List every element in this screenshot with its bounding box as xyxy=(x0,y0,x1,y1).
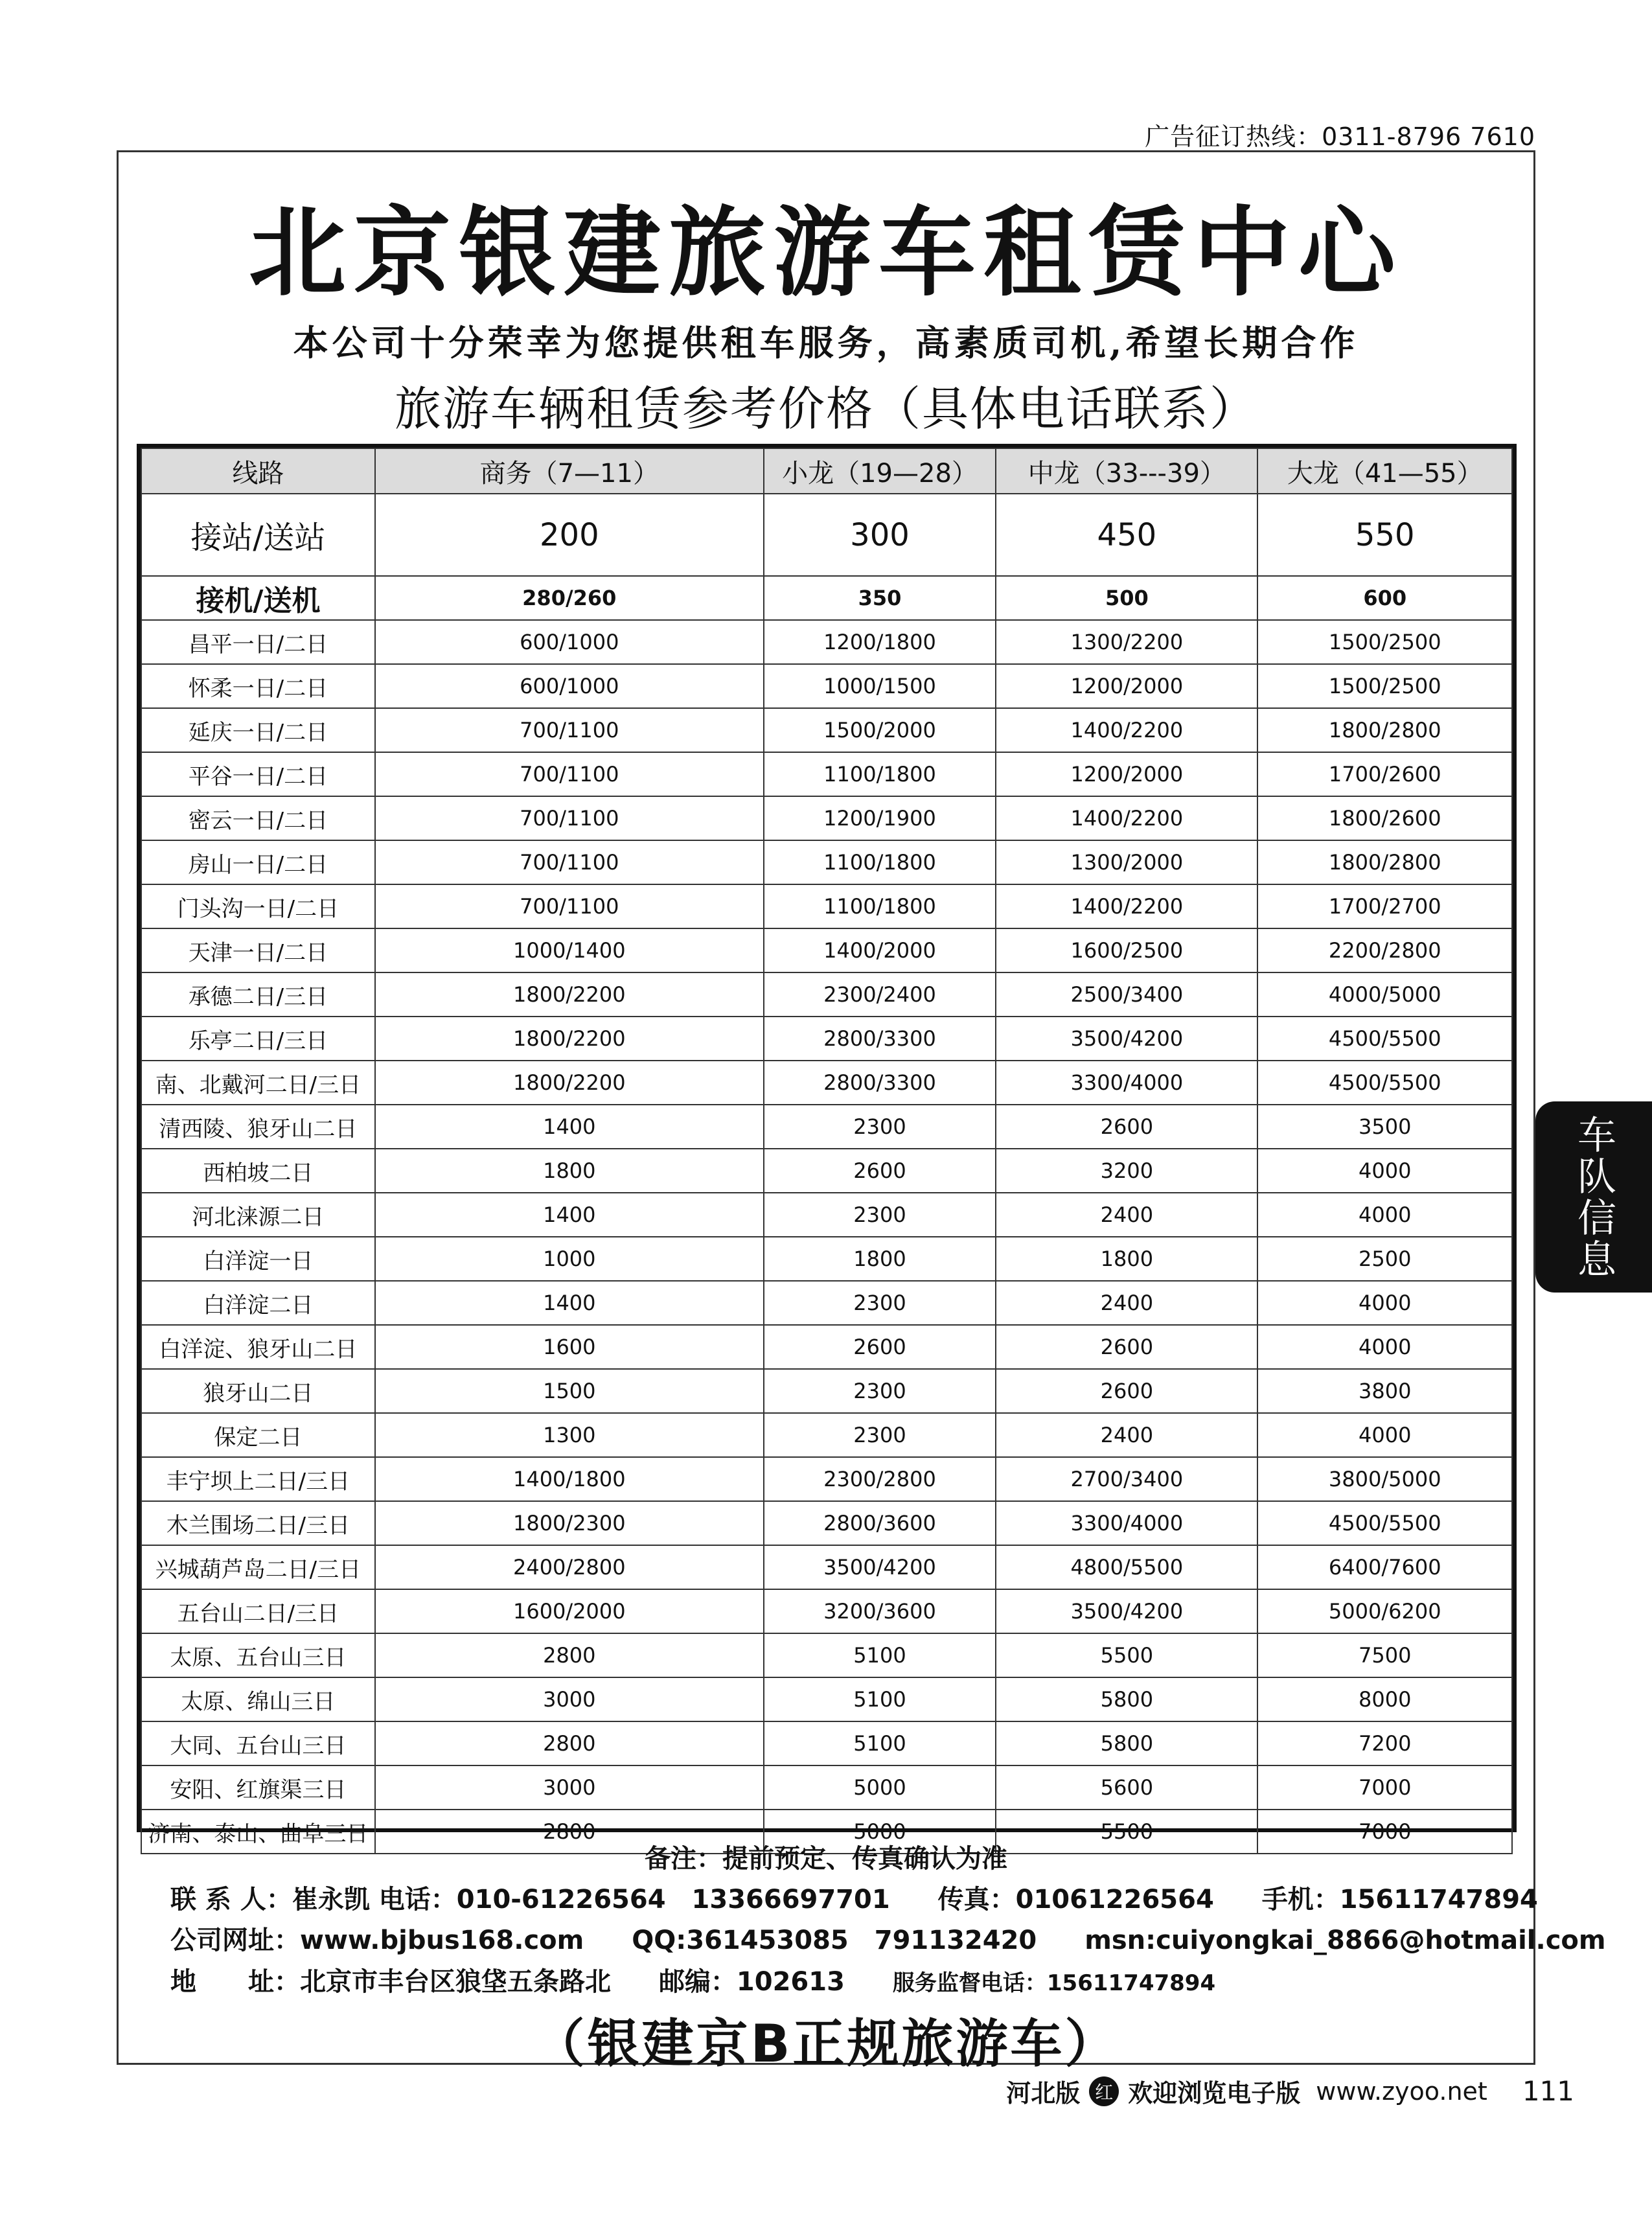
company-slogan: 本公司十分荣幸为您提供租车服务，高素质司机,希望长期合作 xyxy=(293,322,1359,363)
route-cell: 房山一日/二日 xyxy=(141,840,375,884)
price-cell: 2800 xyxy=(375,1810,764,1854)
price-cell: 1000/1400 xyxy=(375,928,764,972)
page-footer xyxy=(1006,2073,1574,2109)
website-line xyxy=(170,1920,1645,1957)
price-cell: 3200 xyxy=(996,1149,1257,1193)
price-cell: 2800/3300 xyxy=(764,1061,996,1105)
price-cell: 2400/2800 xyxy=(375,1545,764,1589)
price-cell: 1500 xyxy=(375,1369,764,1413)
table-row xyxy=(141,972,1512,1017)
contact-supervise: 服务监督电话：15611747894 xyxy=(892,1970,1216,1996)
price-cell: 8000 xyxy=(1257,1677,1512,1721)
table-row xyxy=(141,884,1512,928)
footer-welcome: 欢迎浏览电子版 xyxy=(1128,2079,1301,2108)
company-title: 北京银建旅游车租赁中心 xyxy=(248,196,1403,310)
price-cell: 3500/4200 xyxy=(764,1545,996,1589)
price-cell: 4800/5500 xyxy=(996,1545,1257,1589)
route-cell: 承德二日/三日 xyxy=(141,972,375,1017)
price-cell: 5000/6200 xyxy=(1257,1589,1512,1633)
table-row xyxy=(141,1589,1512,1633)
price-cell: 2400 xyxy=(996,1193,1257,1237)
price-cell: 700/1100 xyxy=(375,840,764,884)
price-cell: 700/1100 xyxy=(375,796,764,840)
price-table-title: 旅游车辆租赁参考价格（具体电话联系） xyxy=(394,382,1257,436)
price-cell: 2300 xyxy=(764,1369,996,1413)
header-route: 线路 xyxy=(141,448,375,494)
route-cell: 济南、泰山、曲阜三日 xyxy=(141,1810,375,1854)
route-cell: 乐亭二日/三日 xyxy=(141,1017,375,1061)
price-cell: 2800/3300 xyxy=(764,1017,996,1061)
price-cell: 1200/1900 xyxy=(764,796,996,840)
price-cell: 450 xyxy=(996,494,1257,576)
price-cell: 1700/2700 xyxy=(1257,884,1512,928)
table-row xyxy=(141,1765,1512,1810)
table-row xyxy=(141,1413,1512,1457)
route-cell: 五台山二日/三日 xyxy=(141,1589,375,1633)
price-cell: 5800 xyxy=(996,1677,1257,1721)
price-cell: 350 xyxy=(764,576,996,620)
price-cell: 1100/1800 xyxy=(764,840,996,884)
price-cell: 3500/4200 xyxy=(996,1017,1257,1061)
contact-address: 地 址：北京市丰台区狼垡五条路北 xyxy=(170,1967,611,1997)
price-cell: 1800/2800 xyxy=(1257,840,1512,884)
price-cell: 2800/3600 xyxy=(764,1501,996,1545)
price-cell: 2600 xyxy=(996,1105,1257,1149)
price-cell: 2600 xyxy=(764,1149,996,1193)
price-cell: 7000 xyxy=(1257,1765,1512,1810)
side-section-tab: 车队信息 xyxy=(1535,1101,1652,1293)
price-cell: 4000 xyxy=(1257,1193,1512,1237)
contact-mobile: 手机：15611747894 xyxy=(1261,1885,1538,1914)
table-row xyxy=(141,1237,1512,1281)
price-cell: 1400/1800 xyxy=(375,1457,764,1501)
price-cell: 5100 xyxy=(764,1721,996,1765)
price-cell: 1800 xyxy=(375,1149,764,1193)
price-cell: 1000/1500 xyxy=(764,664,996,708)
price-cell: 3200/3600 xyxy=(764,1589,996,1633)
table-row xyxy=(141,1105,1512,1149)
table-row xyxy=(141,1193,1512,1237)
table-row xyxy=(141,1633,1512,1677)
table-row xyxy=(141,620,1512,664)
price-cell: 2800 xyxy=(375,1633,764,1677)
price-cell: 700/1100 xyxy=(375,752,764,796)
route-cell: 大同、五台山三日 xyxy=(141,1721,375,1765)
price-cell: 2600 xyxy=(996,1369,1257,1413)
price-cell: 2800 xyxy=(375,1721,764,1765)
table-row xyxy=(141,576,1512,620)
price-cell: 1200/2000 xyxy=(996,752,1257,796)
route-cell: 延庆一日/二日 xyxy=(141,708,375,752)
price-cell: 2400 xyxy=(996,1281,1257,1325)
table-row xyxy=(141,708,1512,752)
price-cell: 3000 xyxy=(375,1765,764,1810)
table-row xyxy=(141,1325,1512,1369)
page-number: 111 xyxy=(1522,2075,1574,2107)
price-cell: 1800/2600 xyxy=(1257,796,1512,840)
route-cell: 安阳、红旗渠三日 xyxy=(141,1765,375,1810)
price-cell: 5500 xyxy=(996,1810,1257,1854)
price-cell: 4000 xyxy=(1257,1325,1512,1369)
price-cell: 7200 xyxy=(1257,1721,1512,1765)
price-cell: 1100/1800 xyxy=(764,884,996,928)
route-cell: 木兰围场二日/三日 xyxy=(141,1501,375,1545)
price-cell: 1600/2500 xyxy=(996,928,1257,972)
price-cell: 550 xyxy=(1257,494,1512,576)
route-cell: 昌平一日/二日 xyxy=(141,620,375,664)
price-cell: 3500/4200 xyxy=(996,1589,1257,1633)
route-cell: 西柏坡二日 xyxy=(141,1149,375,1193)
price-cell: 1400 xyxy=(375,1193,764,1237)
contact-person: 联 系 人：崔永凯 电话：010-61226564 13366697701 xyxy=(170,1885,890,1914)
price-cell: 1600/2000 xyxy=(375,1589,764,1633)
price-cell: 5000 xyxy=(764,1765,996,1810)
contact-postcode: 邮编：102613 xyxy=(658,1967,845,1997)
price-cell: 3300/4000 xyxy=(996,1501,1257,1545)
price-cell: 5100 xyxy=(764,1633,996,1677)
price-cell: 2500/3400 xyxy=(996,972,1257,1017)
table-row xyxy=(141,796,1512,840)
price-cell: 1400 xyxy=(375,1281,764,1325)
price-cell: 1800 xyxy=(764,1237,996,1281)
remark: 备注：提前预定、传真确认为准 xyxy=(645,1844,1007,1874)
price-cell: 2300/2800 xyxy=(764,1457,996,1501)
header-mid-bus: 中龙（33---39） xyxy=(996,448,1257,494)
header-business: 商务（7—11） xyxy=(375,448,764,494)
header-small-bus: 小龙（19—28） xyxy=(764,448,996,494)
price-cell: 3000 xyxy=(375,1677,764,1721)
header-large-bus: 大龙（41—55） xyxy=(1257,448,1512,494)
route-cell: 清西陵、狼牙山二日 xyxy=(141,1105,375,1149)
footer-badge-icon: 红 xyxy=(1089,2076,1119,2106)
price-cell: 3800/5000 xyxy=(1257,1457,1512,1501)
price-cell: 5500 xyxy=(996,1633,1257,1677)
price-cell: 2700/3400 xyxy=(996,1457,1257,1501)
price-cell: 700/1100 xyxy=(375,708,764,752)
price-cell: 3300/4000 xyxy=(996,1061,1257,1105)
route-cell: 门头沟一日/二日 xyxy=(141,884,375,928)
price-cell: 1400/2200 xyxy=(996,796,1257,840)
route-cell: 保定二日 xyxy=(141,1413,375,1457)
route-cell: 怀柔一日/二日 xyxy=(141,664,375,708)
price-cell: 2300/2400 xyxy=(764,972,996,1017)
price-cell: 1800/2800 xyxy=(1257,708,1512,752)
route-cell: 白洋淀一日 xyxy=(141,1237,375,1281)
table-row xyxy=(141,928,1512,972)
price-cell: 4500/5500 xyxy=(1257,1501,1512,1545)
contact-msn: msn:cuiyongkai_8866@hotmail.com xyxy=(1084,1926,1606,1955)
route-cell: 密云一日/二日 xyxy=(141,796,375,840)
route-cell: 接机/送机 xyxy=(141,576,375,620)
table-row xyxy=(141,1149,1512,1193)
route-cell: 接站/送站 xyxy=(141,494,375,576)
route-cell: 南、北戴河二日/三日 xyxy=(141,1061,375,1105)
price-cell: 1400/2200 xyxy=(996,708,1257,752)
table-row xyxy=(141,1721,1512,1765)
route-cell: 太原、绵山三日 xyxy=(141,1677,375,1721)
price-cell: 1800/2300 xyxy=(375,1501,764,1545)
price-cell: 1800 xyxy=(996,1237,1257,1281)
price-cell: 600/1000 xyxy=(375,664,764,708)
price-cell: 2300 xyxy=(764,1413,996,1457)
contact-website: 公司网址：www.bjbus168.com xyxy=(170,1926,584,1955)
price-table xyxy=(137,444,1517,1847)
price-cell: 280/260 xyxy=(375,576,764,620)
price-cell: 1500/2500 xyxy=(1257,664,1512,708)
price-cell: 1100/1800 xyxy=(764,752,996,796)
price-cell: 3800 xyxy=(1257,1369,1512,1413)
route-cell: 白洋淀二日 xyxy=(141,1281,375,1325)
price-cell: 2300 xyxy=(764,1193,996,1237)
price-cell: 1800/2200 xyxy=(375,1017,764,1061)
table-row xyxy=(141,752,1512,796)
table-row xyxy=(141,1545,1512,1589)
footer-edition: 河北版 xyxy=(1006,2079,1081,2108)
price-cell: 2600 xyxy=(996,1325,1257,1369)
price-cell: 5000 xyxy=(764,1810,996,1854)
price-cell: 5100 xyxy=(764,1677,996,1721)
route-cell: 平谷一日/二日 xyxy=(141,752,375,796)
price-cell: 1600 xyxy=(375,1325,764,1369)
price-cell: 3500 xyxy=(1257,1105,1512,1149)
price-cell: 4000 xyxy=(1257,1281,1512,1325)
price-cell: 5800 xyxy=(996,1721,1257,1765)
route-cell: 兴城葫芦岛二日/三日 xyxy=(141,1545,375,1589)
route-cell: 狼牙山二日 xyxy=(141,1369,375,1413)
table-header-row xyxy=(141,448,1512,494)
table-row xyxy=(141,494,1512,576)
table-row xyxy=(141,664,1512,708)
address-line xyxy=(170,1961,1254,1998)
table-row xyxy=(141,1677,1512,1721)
price-cell: 1200/1800 xyxy=(764,620,996,664)
price-cell: 1300/2200 xyxy=(996,620,1257,664)
price-cell: 4000 xyxy=(1257,1149,1512,1193)
table-row xyxy=(141,1017,1512,1061)
contact-fax: 传真：01061226564 xyxy=(937,1885,1214,1914)
price-cell: 1400/2200 xyxy=(996,884,1257,928)
route-cell: 天津一日/二日 xyxy=(141,928,375,972)
price-cell: 1200/2000 xyxy=(996,664,1257,708)
price-cell: 2400 xyxy=(996,1413,1257,1457)
table-row xyxy=(141,1061,1512,1105)
price-cell: 300 xyxy=(764,494,996,576)
price-cell: 1400/2000 xyxy=(764,928,996,972)
table-row xyxy=(141,1457,1512,1501)
price-cell: 200 xyxy=(375,494,764,576)
price-cell: 500 xyxy=(996,576,1257,620)
price-cell: 2300 xyxy=(764,1281,996,1325)
price-cell: 4000/5000 xyxy=(1257,972,1512,1017)
price-cell: 1800/2200 xyxy=(375,1061,764,1105)
price-cell: 7000 xyxy=(1257,1810,1512,1854)
price-cell: 5600 xyxy=(996,1765,1257,1810)
footer-site: www.zyoo.net xyxy=(1316,2076,1487,2106)
route-cell: 白洋淀、狼牙山二日 xyxy=(141,1325,375,1369)
table-row xyxy=(141,1281,1512,1325)
price-cell: 1400 xyxy=(375,1105,764,1149)
price-cell: 6400/7600 xyxy=(1257,1545,1512,1589)
price-cell: 1300/2000 xyxy=(996,840,1257,884)
price-cell: 4000 xyxy=(1257,1413,1512,1457)
price-cell: 4500/5500 xyxy=(1257,1017,1512,1061)
price-cell: 1000 xyxy=(375,1237,764,1281)
price-cell: 1500/2000 xyxy=(764,708,996,752)
price-cell: 2500 xyxy=(1257,1237,1512,1281)
ad-hotline: 广告征订热线：0311-8796 7610 xyxy=(1145,122,1535,151)
price-cell: 2200/2800 xyxy=(1257,928,1512,972)
regular-bus-slogan: （银建京B正规旅游车） xyxy=(533,2014,1119,2074)
price-cell: 700/1100 xyxy=(375,884,764,928)
price-cell: 1300 xyxy=(375,1413,764,1457)
table-row xyxy=(141,1369,1512,1413)
price-cell: 1800/2200 xyxy=(375,972,764,1017)
price-cell: 7500 xyxy=(1257,1633,1512,1677)
contact-line xyxy=(170,1879,1577,1916)
price-cell: 600 xyxy=(1257,576,1512,620)
route-cell: 太原、五台山三日 xyxy=(141,1633,375,1677)
contact-qq: QQ:361453085 791132420 xyxy=(632,1926,1037,1955)
price-cell: 2300 xyxy=(764,1105,996,1149)
table-row xyxy=(141,1501,1512,1545)
price-cell: 1700/2600 xyxy=(1257,752,1512,796)
price-cell: 4500/5500 xyxy=(1257,1061,1512,1105)
price-cell: 1500/2500 xyxy=(1257,620,1512,664)
price-cell: 600/1000 xyxy=(375,620,764,664)
route-cell: 河北涞源二日 xyxy=(141,1193,375,1237)
table-row xyxy=(141,840,1512,884)
route-cell: 丰宁坝上二日/三日 xyxy=(141,1457,375,1501)
price-cell: 2600 xyxy=(764,1325,996,1369)
